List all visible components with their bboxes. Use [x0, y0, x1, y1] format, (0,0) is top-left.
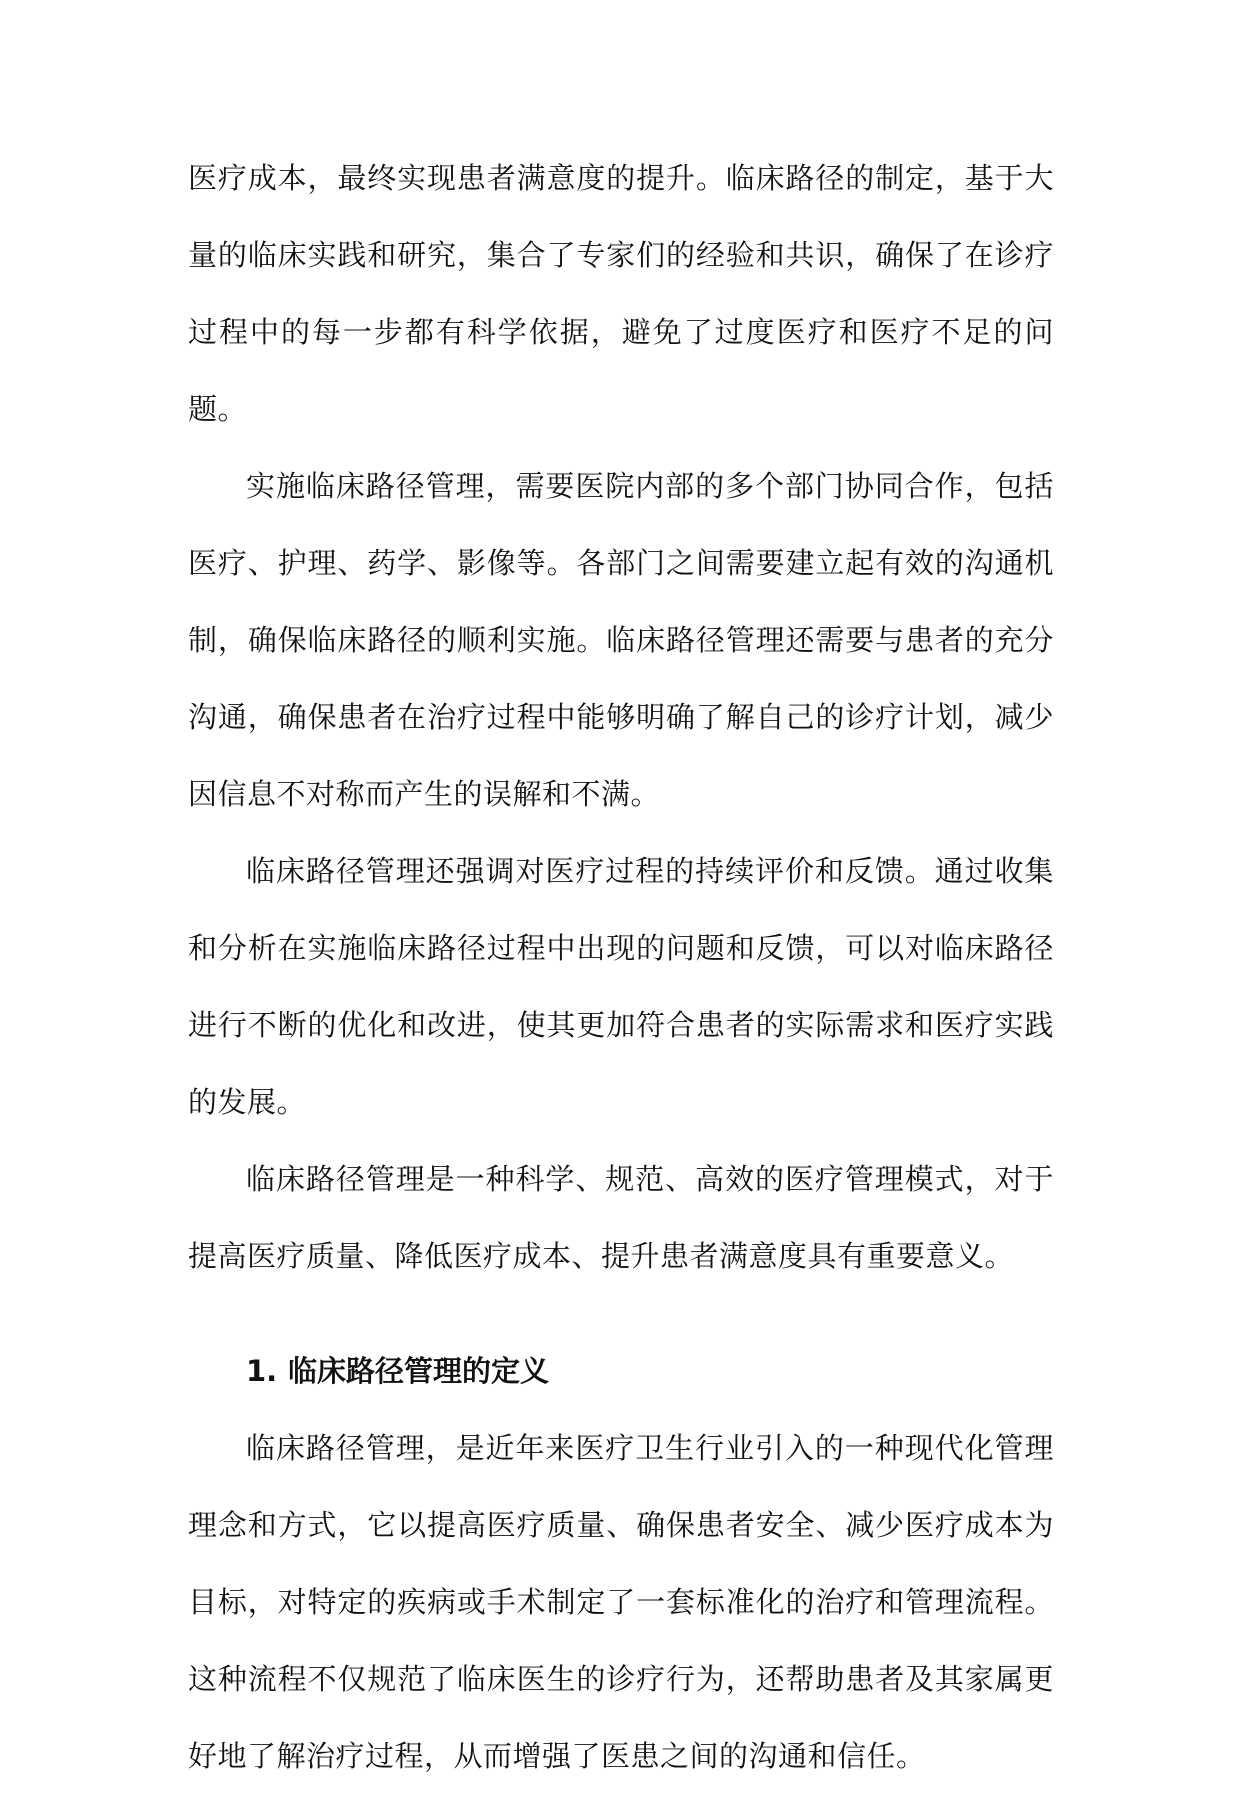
paragraph-implementation: 实施临床路径管理，需要医院内部的多个部门协同合作，包括医疗、护理、药学、影像等。各部门之间需要建立起有效的沟通机制，确保临床路径的顺利实施。临床路径管理还需要与患者的充分沟通，确保患者在治疗过程中能够明确了解自己的诊疗计划，减少因信息不对称而产生的误解和不满。 — [188, 469, 1054, 811]
section-number: 1. — [246, 1354, 278, 1388]
section-title: 临床路径管理的定义 — [288, 1354, 550, 1388]
section-heading — [188, 1333, 1054, 1410]
document-body — [188, 140, 1054, 1795]
paragraph-evaluation: 临床路径管理还强调对医疗过程的持续评价和反馈。通过收集和分析在实施临床路径过程中出现的问题和反馈，可以对临床路径进行不断的优化和改进，使其更加符合患者的实际需求和医疗实践的发展。 — [188, 854, 1054, 1119]
paragraph-definition: 临床路径管理，是近年来医疗卫生行业引入的一种现代化管理理念和方式，它以提高医疗质量、确保患者安全、减少医疗成本为目标，对特定的疾病或手术制定了一套标准化的治疗和管理流程。这种流程不仅规范了临床医生的诊疗行为，还帮助患者及其家属更好地了解治疗过程，从而增强了医患之间的沟通和信任。 — [188, 1431, 1054, 1773]
paragraph-summary: 临床路径管理是一种科学、规范、高效的医疗管理模式，对于提高医疗质量、降低医疗成本、提升患者满意度具有重要意义。 — [188, 1162, 1054, 1273]
paragraph-continued: 医疗成本，最终实现患者满意度的提升。临床路径的制定，基于大量的临床实践和研究，集合了专家们的经验和共识，确保了在诊疗过程中的每一步都有科学依据，避免了过度医疗和医疗不足的问题。 — [188, 161, 1054, 426]
